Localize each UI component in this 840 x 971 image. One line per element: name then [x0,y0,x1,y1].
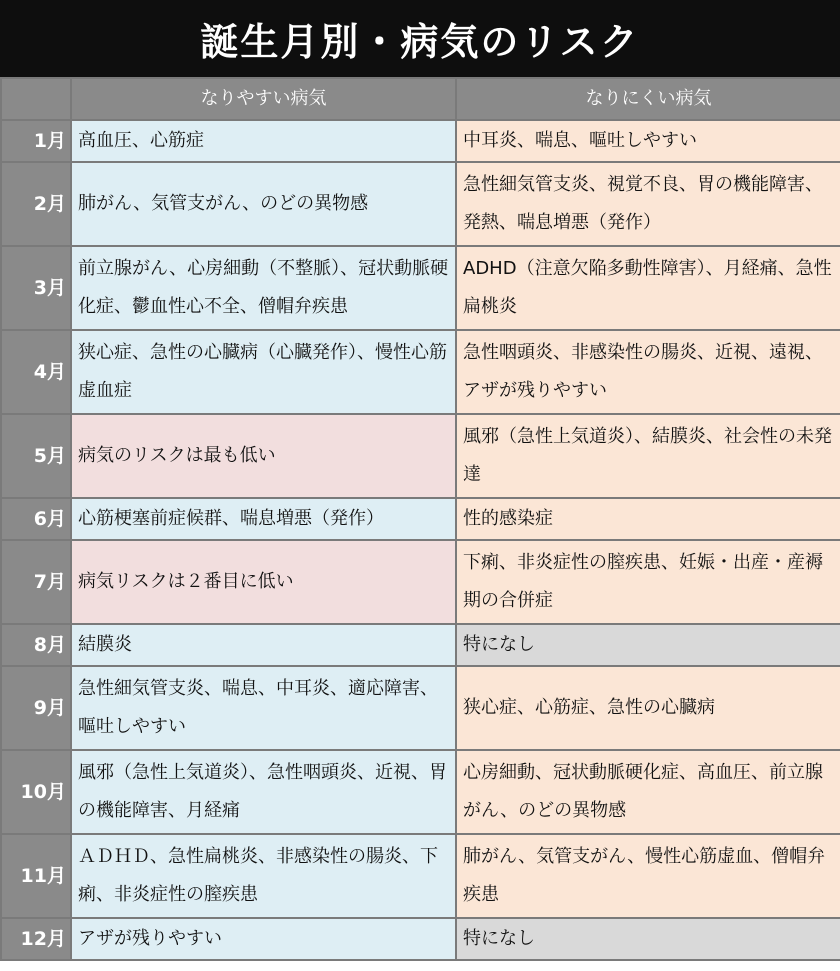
month-cell: 11月 [1,834,71,918]
likely-cell: アザが残りやすい [71,918,456,960]
risk-table [0,77,840,961]
unlikely-cell: ADHD（注意欠陥多動性障害）、月経痛、急性扁桃炎 [456,246,840,330]
likely-cell: ＡＤＨＤ、急性扁桃炎、非感染性の腸炎、下痢、非炎症性の膣疾患 [71,834,456,918]
unlikely-cell: 風邪（急性上気道炎）、結膜炎、社会性の未発達 [456,414,840,498]
header-likely: なりやすい病気 [71,78,456,120]
table-row [1,750,840,834]
header-month-blank [1,78,71,120]
likely-cell: 結膜炎 [71,624,456,666]
table-row [1,414,840,498]
month-cell: 8月 [1,624,71,666]
month-cell: 9月 [1,666,71,750]
table-header-row [1,78,840,120]
table-row [1,834,840,918]
likely-cell: 急性細気管支炎、喘息、中耳炎、適応障害、嘔吐しやすい [71,666,456,750]
likely-cell: 高血圧、心筋症 [71,120,456,162]
unlikely-cell: 特になし [456,918,840,960]
likely-cell: 病気リスクは２番目に低い [71,540,456,624]
table-row [1,120,840,162]
month-cell: 3月 [1,246,71,330]
page-title: 誕生月別・病気のリスク [0,0,840,77]
unlikely-cell: 狭心症、心筋症、急性の心臓病 [456,666,840,750]
unlikely-cell: 肺がん、気管支がん、慢性心筋虚血、僧帽弁疾患 [456,834,840,918]
table-row [1,246,840,330]
likely-cell: 病気のリスクは最も低い [71,414,456,498]
unlikely-cell: 心房細動、冠状動脈硬化症、高血圧、前立腺がん、のどの異物感 [456,750,840,834]
month-cell: 10月 [1,750,71,834]
header-unlikely: なりにくい病気 [456,78,840,120]
unlikely-cell: 特になし [456,624,840,666]
table-row [1,330,840,414]
month-cell: 4月 [1,330,71,414]
unlikely-cell: 中耳炎、喘息、嘔吐しやすい [456,120,840,162]
table-row [1,162,840,246]
table-row [1,918,840,960]
unlikely-cell: 急性咽頭炎、非感染性の腸炎、近視、遠視、アザが残りやすい [456,330,840,414]
likely-cell: 狭心症、急性の心臓病（心臓発作）、慢性心筋虚血症 [71,330,456,414]
likely-cell: 前立腺がん、心房細動（不整脈）、冠状動脈硬化症、鬱血性心不全、僧帽弁疾患 [71,246,456,330]
month-cell: 2月 [1,162,71,246]
table-row [1,540,840,624]
unlikely-cell: 下痢、非炎症性の膣疾患、妊娠・出産・産褥期の合併症 [456,540,840,624]
likely-cell: 肺がん、気管支がん、のどの異物感 [71,162,456,246]
month-cell: 12月 [1,918,71,960]
unlikely-cell: 性的感染症 [456,498,840,540]
month-cell: 5月 [1,414,71,498]
month-cell: 1月 [1,120,71,162]
likely-cell: 風邪（急性上気道炎）、急性咽頭炎、近視、胃の機能障害、月経痛 [71,750,456,834]
table-row [1,624,840,666]
table-row [1,498,840,540]
month-cell: 7月 [1,540,71,624]
month-cell: 6月 [1,498,71,540]
unlikely-cell: 急性細気管支炎、視覚不良、胃の機能障害、発熱、喘息増悪（発作） [456,162,840,246]
likely-cell: 心筋梗塞前症候群、喘息増悪（発作） [71,498,456,540]
table-row [1,666,840,750]
